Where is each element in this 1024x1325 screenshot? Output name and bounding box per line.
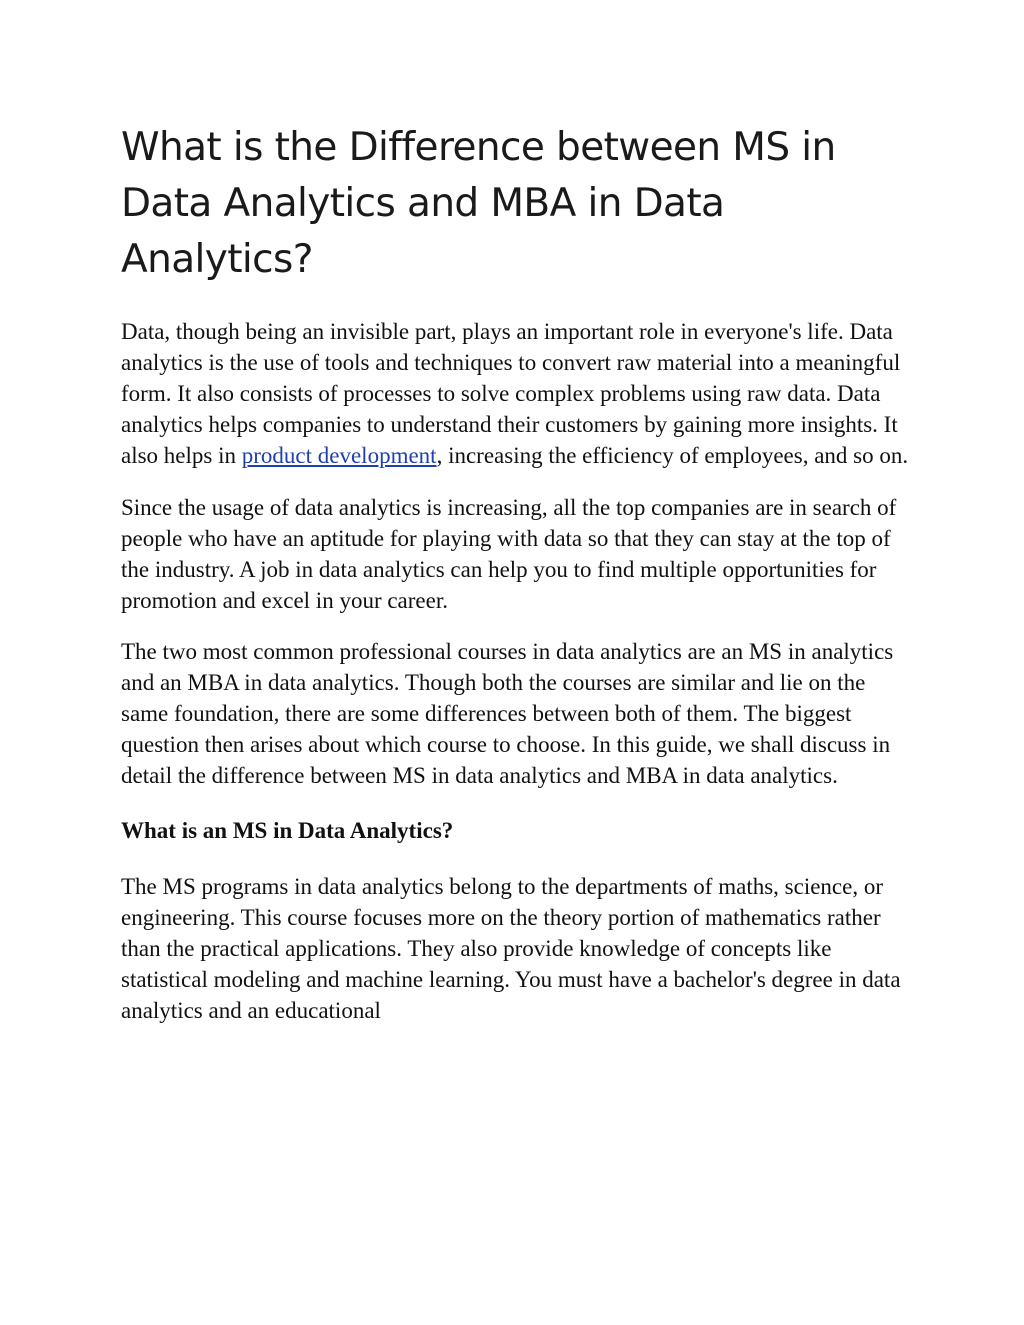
paragraph-industry-demand: Since the usage of data analytics is increasing, all the top companies are in search of people who have an aptitude for playing with data so that they can stay at the top of the industry. A job in data analytics can help you to find multiple opportunities for promotion and excel in your career. — [121, 495, 897, 613]
intro-paragraph — [121, 316, 911, 471]
product-development-link[interactable]: product development — [241, 443, 437, 468]
section-heading-ms-data-analytics: What is an MS in Data Analytics? — [121, 818, 454, 843]
page-title: What is the Difference between MS in Data Analytics and MBA in Data Analytics? — [121, 125, 836, 282]
paragraph-common-courses: The two most common professional courses in data analytics are an MS in analytics and an MBA in data analytics. Though both the courses are similar and lie on the same foundation, there are some differences between both of them. The biggest question then arises about which course to choose. In this guide, we shall discuss in detail the difference between MS in data analytics and MBA in data analytics. — [121, 639, 894, 788]
intro-text-after-link: , increasing the efficiency of employees, and so on. — [436, 443, 909, 468]
intro-text-before-link: Data, though being an invisible part, plays an important role in everyone's life. Data analytics is the use of tools and techniques to convert raw material into a meaningful form. It also consists of processes to solve complex problems using raw data. Data analytics helps companies to understand their customers by gaining more insights. It also helps in — [121, 319, 901, 468]
paragraph-ms-programs: The MS programs in data analytics belong to the departments of maths, science, or engineering. This course focuses more on the theory portion of mathematics rather than the practical applications. They also provide knowledge of concepts like statistical modeling and machine learning. You must have a bachelor's degree in data analytics and an educational — [121, 874, 901, 1023]
document-page — [121, 120, 911, 1026]
